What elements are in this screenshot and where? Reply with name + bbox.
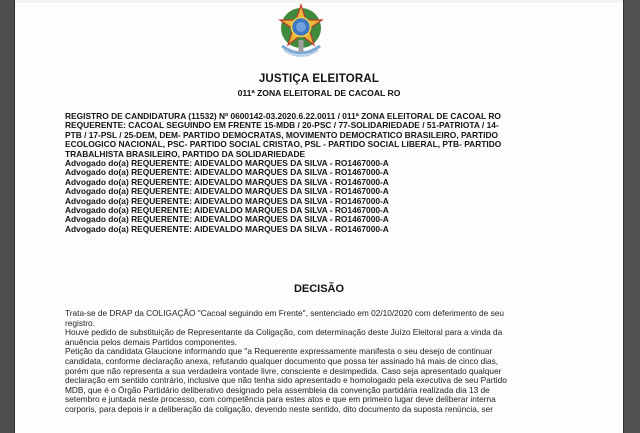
lawyer-line: Advogado do(a) REQUERENTE: AIDEVALDO MARQUES DA SILVA - RO1467000-A (65, 158, 389, 169)
court-zone-subtitle: 011ª ZONA ELEITORAL DE CACOAL RO (237, 88, 401, 98)
decision-line: Trata-se de DRAP da COLIGAÇÃO "Cacoal seguindo em Frente", sentenciado em 02/10/2020 com deferimento de seu (65, 308, 504, 318)
viewer-left-gutter (0, 0, 15, 433)
decision-line: anuência pelos demais Partidos componentes. (65, 336, 238, 347)
decision-heading: DECISÃO (293, 283, 345, 295)
court-title: JUSTIÇA ELEITORAL (258, 73, 380, 85)
decision-line: corporis, para depois ir a deliberação da coligação, devendo neste sentido, dito documento da suposta renúncia, ser (65, 403, 494, 414)
decision-line: Petição da candidata Glaucione informando que "a Requerente expressamente manifesta o seu desejo de continuar (65, 346, 493, 357)
applicant-line: REQUERENTE: CACOAL SEGUINDO EM FRENTE 15-MDB / 20-PSC / 77-SOLIDARIEDADE / 51-PATRIOTA / 14- (65, 120, 499, 131)
decision-line: candidata, conforme declaração anexa, refutando qualquer documento que possa ter assinado há mais de cinco dias, (65, 355, 499, 366)
lawyer-line: Advogado do(a) REQUERENTE: AIDEVALDO MARQUES DA SILVA - RO1467000-A (65, 176, 389, 187)
brazil-coat-of-arms-icon (276, 2, 326, 62)
decision-line: declaração em sentido contrário, inclusive que não tenha sido apresentado e homologado pela executiva de seu Partido (65, 375, 507, 386)
lawyer-line: Advogado do(a) REQUERENTE: AIDEVALDO MARQUES DA SILVA - RO1467000-A (65, 205, 389, 216)
decision-line: MDB, que é o Órgão Partidário deliberativo designado pela assembleia da convenção partidária realizada dia 13 de (65, 384, 490, 395)
decision-line: setembro e juntada neste processo, com competência para estes atos e que em primeiro lugar deve deliberar interna (65, 394, 496, 405)
lawyer-line: Advogado do(a) REQUERENTE: AIDEVALDO MARQUES DA SILVA - RO1467000-A (65, 186, 389, 197)
case-registration-line: REGISTRO DE CANDIDATURA (11532) Nº 0600142-03.2020.6.22.0011 / 011ª ZONA ELEITORAL DE CACOAL RO (65, 111, 501, 121)
decision-line: Houve pedido de substituição de Representante da Coligação, com determinação deste Juízo Eleitoral para a vinda da (65, 327, 503, 338)
lawyer-line: Advogado do(a) REQUERENTE: AIDEVALDO MARQUES DA SILVA - RO1467000-A (65, 223, 389, 234)
lawyer-line: Advogado do(a) REQUERENTE: AIDEVALDO MARQUES DA SILVA - RO1467000-A (65, 195, 389, 206)
viewer-right-gutter (623, 0, 640, 433)
applicant-line: ECOLOGICO NACIONAL, PSC- PARTIDO SOCIAL CRISTAO, PSL - PARTIDO SOCIAL LIBERAL, PTB- PARTIDO (65, 139, 502, 150)
applicant-line: TRABALHISTA BRASILEIRO, PARTIDO DA SOLIDARIEDADE (65, 148, 306, 159)
decision-body (65, 309, 570, 415)
decision-line: registro. (65, 317, 95, 328)
decision-line: porém que não representa a sua verdadeira vontade livre, consciente e desimpedida. Caso seja apresentado qualquer (65, 365, 502, 376)
applicant-line: PTB / 17-PSL / 25-DEM, DEM- PARTIDO DEMOCRATAS, MOVIMENTO DEMOCRATICO BRASILEIRO, PARTIDO (65, 129, 499, 140)
document-page (15, 0, 623, 433)
case-header-block (65, 112, 570, 234)
lawyer-line: Advogado do(a) REQUERENTE: AIDEVALDO MARQUES DA SILVA - RO1467000-A (65, 214, 389, 225)
lawyer-line: Advogado do(a) REQUERENTE: AIDEVALDO MARQUES DA SILVA - RO1467000-A (65, 167, 389, 178)
